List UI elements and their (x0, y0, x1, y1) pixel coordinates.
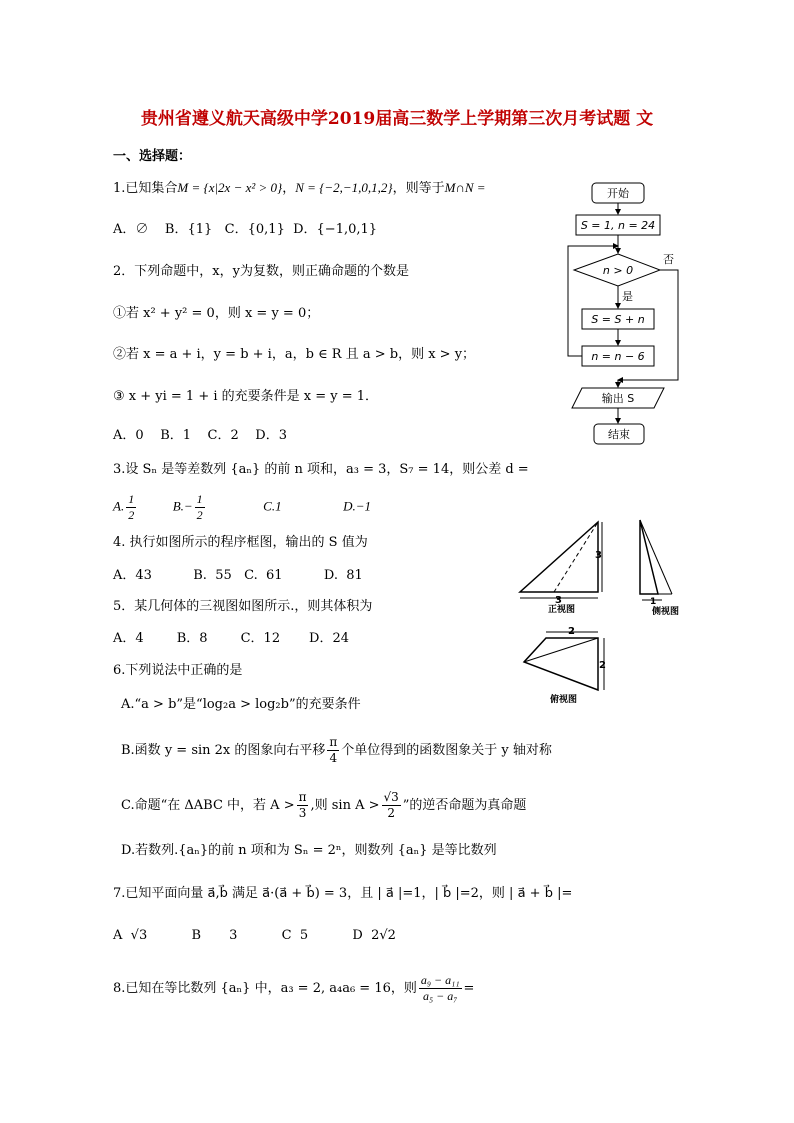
q1-intersection: M∩N = (444, 180, 486, 195)
q3-option-c: C.1 (263, 498, 282, 514)
q8-part2: = (463, 981, 475, 996)
three-views-figure (510, 512, 710, 712)
flow-condition-text: n > 0 (602, 264, 634, 277)
q4-stem: 4. 执行如图所示的程序框图，输出的 S 值为 (113, 535, 368, 550)
frac-num: a₉ − a₁₁ (420, 973, 460, 987)
flow-start-text: 开始 (607, 187, 629, 200)
q3-option-d: D.−1 (343, 498, 372, 514)
q6-c-part2: ,则 sin A > (310, 798, 380, 813)
side-view-label: 侧视图 (652, 607, 680, 617)
q6-c-frac (297, 790, 309, 821)
flow-no-label: 否 (663, 253, 674, 266)
q2-stem: 2．下列命题中，x，y为复数，则正确命题的个数是 (113, 264, 409, 279)
top-view-shape (524, 638, 598, 690)
q1-prefix: 1.已知集合 (113, 181, 178, 196)
q2-statement-2: ②若 x = a + i，y = b + i，a，b ∈ R 且 a > b，则 x > y； (113, 347, 476, 362)
frac-den: 4 (329, 751, 338, 765)
front-view-height: 3 (595, 550, 602, 561)
q3-stem: 3.设 Sₙ 是等差数列 {aₙ} 的前 n 项和，a₃ = 3，S₇ = 14，则公差 d = (113, 462, 529, 477)
front-view-label: 正视图 (548, 605, 576, 615)
q7-option-c-value: 5 (299, 928, 309, 943)
q3-option-b-label: B.− (172, 498, 193, 514)
q3-option-b-frac (195, 492, 205, 523)
q7-option-b-value: 3 (229, 928, 238, 943)
frac-num: 1 (196, 492, 203, 506)
q7-stem: 7.已知平面向量 a⃗,b⃗ 满足 a⃗·(a⃗ + b⃗) = 3，且 | a⃗ |=1，| b⃗ |=2，则 | a⃗ + b⃗ |= (113, 886, 573, 901)
frac-num: √3 (383, 790, 399, 804)
q6-c-part3: ”的逆否命题为真命题 (402, 798, 527, 813)
q6-option-c (121, 790, 526, 821)
frac-den: 2 (128, 508, 135, 522)
q6-option-d: D.若数列.{aₙ}的前 n 项和为 Sₙ = 2ⁿ，则数列 {aₙ} 是等比数列 (121, 843, 497, 858)
flow-step2-text: n = n − 6 (591, 350, 645, 363)
q5-options: A．4 B．8 C．12 D．24 (113, 631, 349, 646)
side-view-shape (640, 520, 658, 594)
frac-den: a₅ − a₇ (422, 989, 458, 1003)
q4-options: A．43 B. 55 C. 61 D. 81 (113, 568, 363, 583)
q8-frac (419, 973, 462, 1004)
flow-step1-text: S = S + n (591, 313, 645, 326)
q6-stem: 6.下列说法中正确的是 (113, 663, 243, 678)
q6-option-a: A.“a > b”是“log₂a > log₂b”的充要条件 (121, 697, 361, 712)
front-view-shape (520, 522, 598, 592)
q7-option-c-label: C (281, 928, 292, 943)
q6-b-part1: B.函数 y = sin 2x 的图象向右平移 (121, 743, 326, 758)
q1-mid: ，则等于 (392, 181, 445, 196)
front-view-width: 3 (555, 595, 562, 606)
q2-statement-3: ③ x + yi = 1 + i 的充要条件是 x = y = 1． (113, 389, 379, 404)
top-view-width: 2 (568, 626, 575, 637)
q7-option-d-value: 2√2 (371, 928, 396, 943)
flow-output-text: 输出 S (601, 392, 635, 405)
q3-option-a-label: A. (113, 498, 125, 514)
q6-b-frac (327, 735, 339, 766)
q6-b-part2: 个单位得到的函数图象关于 y 轴对称 (341, 743, 552, 758)
q1-options: A．∅ B．{1} C．{0,1} D．{−1,0,1} (113, 222, 378, 237)
flow-yes-label: 是 (622, 290, 633, 303)
flow-init-text: S = 1, n = 24 (580, 219, 656, 232)
flowchart (560, 178, 700, 448)
question-1 (113, 178, 486, 199)
q8-stem (113, 973, 474, 1004)
top-view-height: 2 (599, 660, 606, 671)
q1-set-n: N = {−2,−1,0,1,2} (295, 180, 393, 195)
top-view-label: 俯视图 (550, 695, 578, 705)
frac-num: π (329, 735, 338, 749)
q7-option-d-label: D (352, 928, 363, 943)
q7-option-a-value: √3 (130, 928, 148, 943)
q1-sep: ， (282, 181, 296, 196)
frac-den: 2 (196, 508, 203, 522)
q3-option-a-frac (126, 492, 136, 523)
side-view-width: 1 (650, 597, 657, 607)
frac-den: 2 (387, 806, 395, 820)
frac-num: 1 (128, 492, 135, 506)
q8-part1: 8.已知在等比数列 {aₙ} 中，a₃ = 2, a₄a₆ = 16，则 (113, 981, 417, 996)
q2-statement-1: ①若 x² + y² = 0，则 x = y = 0； (113, 306, 320, 321)
q6-option-b (121, 735, 552, 766)
q1-set-m: M = {x|2x − x² > 0} (177, 180, 283, 195)
q7-options (113, 926, 396, 946)
q7-option-b-label: B (191, 928, 202, 943)
q3-options (113, 492, 371, 523)
q6-c-part1: C.命题“在 ΔABC 中，若 A > (121, 798, 295, 813)
q6-c-frac-2 (382, 790, 401, 821)
q7-option-a-label: A (113, 928, 123, 943)
page-title: 贵州省遵义航天高级中学2019届高三数学上学期第三次月考试题 文 (140, 109, 654, 129)
frac-num: π (298, 790, 307, 804)
q2-options: A．0 B．1 C．2 D．3 (113, 428, 287, 443)
q5-stem: 5．某几何体的三视图如图所示.，则其体积为 (113, 599, 373, 614)
flow-end-text: 结束 (608, 428, 630, 441)
section-heading: 一、选择题： (113, 149, 192, 164)
frac-den: 3 (298, 806, 307, 820)
